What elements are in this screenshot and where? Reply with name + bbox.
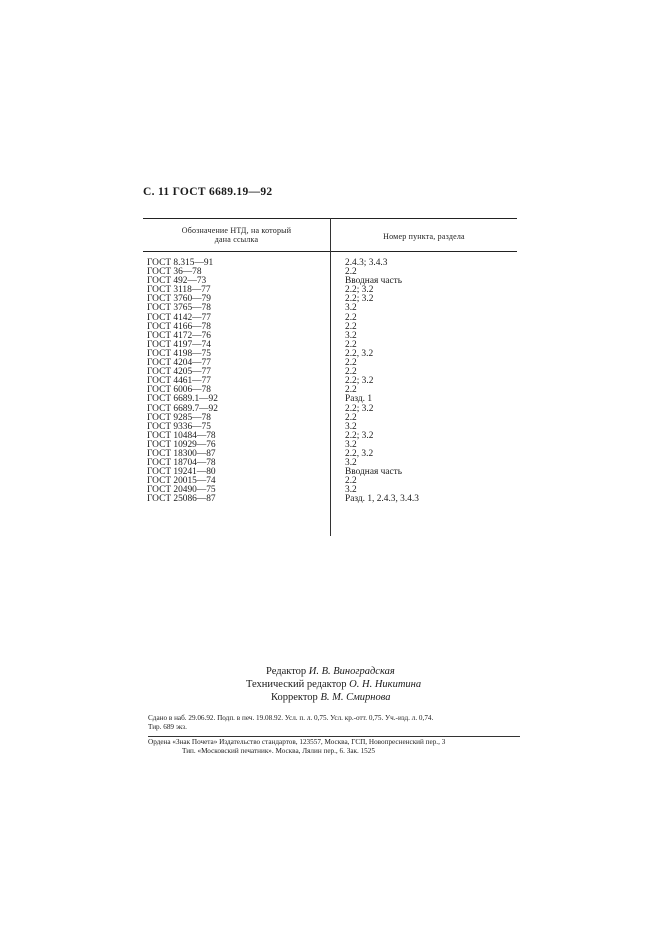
section-cell: 2.2; 3.2: [345, 294, 374, 305]
ntd-cell: ГОСТ 3118—77: [147, 285, 211, 296]
section-cell: 2.2: [345, 412, 357, 423]
section-cell: 2.2: [345, 321, 357, 332]
section-cell: 2.2: [345, 385, 357, 396]
ntd-cell: ГОСТ 25086—87: [147, 494, 216, 505]
tech-editor-line: [246, 678, 421, 691]
ntd-cell: ГОСТ 36—78: [147, 267, 202, 278]
section-cell: 2.2: [345, 267, 357, 278]
ntd-cell: ГОСТ 10484—78: [147, 430, 216, 441]
ntd-cell: ГОСТ 4166—78: [147, 321, 211, 332]
imprint-line1: Сдано в наб. 29.06.92. Подп. в печ. 19.08.92. Усл. п. л. 0,75. Усл. кр.-отт. 0,75. Уч.-изд. л. 0,74.: [148, 714, 434, 722]
ntd-column: [147, 259, 327, 505]
section-cell: Вводная часть: [345, 467, 403, 478]
page-header: С. 11 ГОСТ 6689.19—92: [143, 186, 273, 198]
table-column-divider: [330, 218, 331, 536]
section-cell: Разд. 1: [345, 394, 373, 405]
ntd-cell: ГОСТ 9336—75: [147, 421, 211, 432]
section-cell: 2.2; 3.2: [345, 403, 374, 414]
ntd-cell: ГОСТ 10929—76: [147, 439, 216, 450]
section-cell: 3.2: [345, 330, 357, 341]
section-cell: 2.4.3; 3.4.3: [345, 258, 388, 268]
section-cell: Вводная часть: [345, 276, 403, 287]
ntd-cell: ГОСТ 4172—76: [147, 330, 211, 341]
column-header-ntd: [143, 226, 330, 244]
tech-editor-name: О. Н. Никитина: [349, 679, 422, 690]
section-cell: 2.2: [345, 358, 357, 369]
ntd-cell: ГОСТ 4198—75: [147, 348, 211, 359]
ntd-cell: ГОСТ 8.315—91: [147, 258, 214, 268]
section-cell: 3.2: [345, 439, 357, 450]
column-header-ntd-line2: дана ссылка: [214, 235, 259, 244]
column-header-ntd-line1: Обозначение НТД, на который: [181, 226, 292, 235]
editor-name: И. В. Виноградская: [308, 666, 395, 677]
tech-editor-role: Технический редактор: [246, 679, 347, 690]
section-cell: 2.2: [345, 339, 357, 350]
publisher-line1: Ордена «Знак Почета» Издательство стандартов, 123557, Москва, ГСП, Новопресненский пер., 3: [148, 738, 446, 746]
section-cell: 2.2: [345, 367, 357, 378]
column-header-section: Номер пункта, раздела: [383, 232, 465, 241]
section-cell: 2.2: [345, 476, 357, 487]
section-cell: 3.2: [345, 303, 357, 314]
section-cell: 2.2, 3.2: [345, 348, 374, 359]
ntd-cell: ГОСТ 19241—80: [147, 467, 216, 478]
ntd-cell: ГОСТ 6689.7—92: [147, 403, 218, 414]
editor-line: [266, 665, 395, 678]
corrector-name: В. М. Смирнова: [320, 692, 391, 703]
editor-role: Редактор: [266, 666, 307, 677]
imprint-line2: Тир. 689 экз.: [148, 723, 187, 731]
ntd-cell: ГОСТ 9285—78: [147, 412, 211, 423]
section-cell: 2.2: [345, 312, 357, 323]
ntd-cell: ГОСТ 6006—78: [147, 385, 211, 396]
section-column: [345, 259, 515, 505]
ntd-cell: ГОСТ 6689.1—92: [147, 394, 218, 405]
section-cell: 2.2; 3.2: [345, 376, 374, 387]
corrector-line: [271, 691, 391, 704]
ntd-cell: ГОСТ 3760—79: [147, 294, 211, 305]
publisher-block: [148, 738, 528, 756]
ntd-cell: ГОСТ 4142—77: [147, 312, 211, 323]
ntd-cell: ГОСТ 4205—77: [147, 367, 211, 378]
ntd-cell: ГОСТ 4197—74: [147, 339, 211, 350]
section-cell: 3.2: [345, 458, 357, 469]
publisher-line2: Тип. «Московский печатник». Москва, Лялин пер., 6. Зак. 1525: [182, 747, 375, 755]
ntd-cell: ГОСТ 492—73: [147, 276, 207, 287]
ntd-cell: ГОСТ 3765—78: [147, 303, 211, 314]
section-cell: 3.2: [345, 485, 357, 496]
ntd-cell: ГОСТ 18704—78: [147, 458, 216, 469]
section-cell: 2.2, 3.2: [345, 448, 374, 459]
imprint-rule: [148, 736, 520, 737]
section-cell: 2.2; 3.2: [345, 285, 374, 296]
corrector-role: Корректор: [271, 692, 318, 703]
ntd-cell: ГОСТ 20490—75: [147, 485, 216, 496]
section-cell: 2.2; 3.2: [345, 430, 374, 441]
imprint-block: [148, 714, 523, 732]
ntd-cell: ГОСТ 20015—74: [147, 476, 216, 487]
ntd-cell: ГОСТ 18300—87: [147, 448, 216, 459]
ntd-cell: ГОСТ 4204—77: [147, 358, 211, 369]
section-cell: Разд. 1, 2.4.3, 3.4.3: [345, 494, 419, 505]
ntd-cell: ГОСТ 4461—77: [147, 376, 211, 387]
section-cell: 3.2: [345, 421, 357, 432]
references-table: [143, 218, 517, 536]
